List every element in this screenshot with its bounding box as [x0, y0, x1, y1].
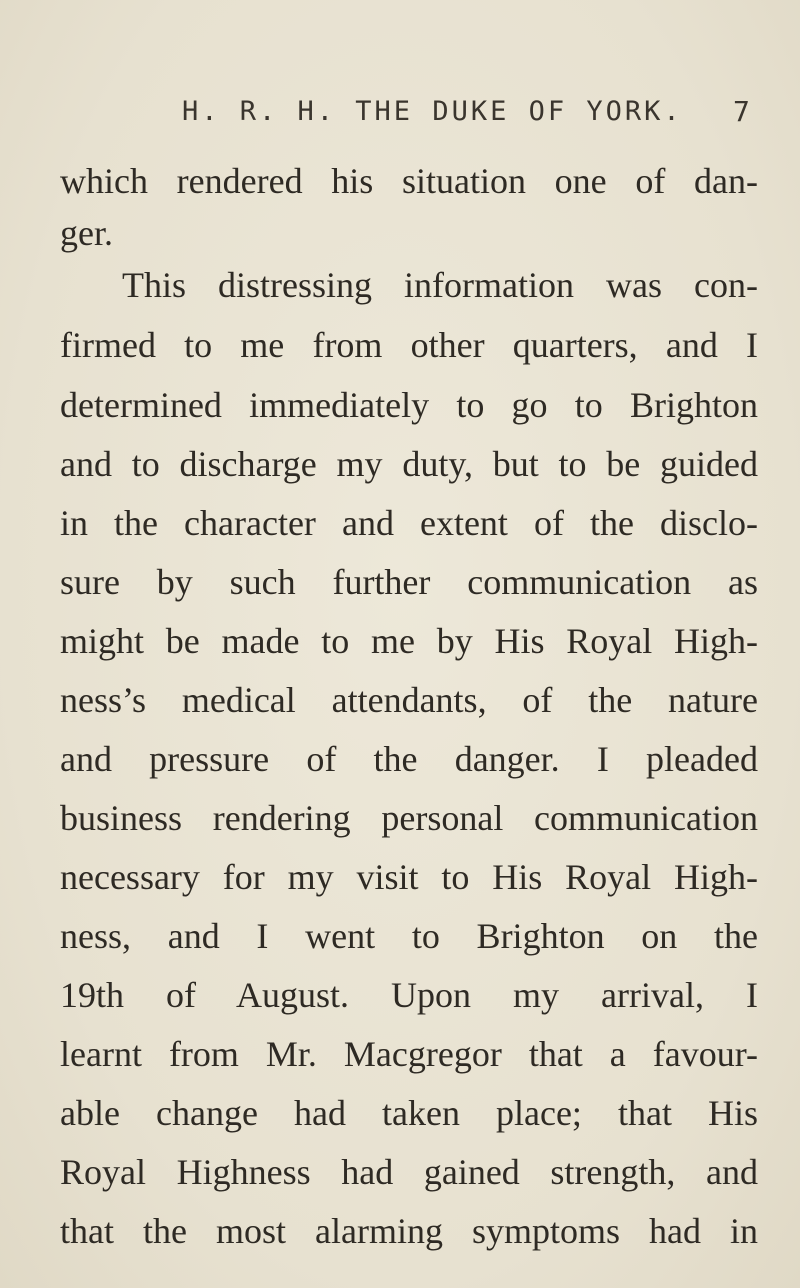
text-line: able change had taken place; that His [60, 1093, 758, 1133]
text-line: Royal Highness had gained strength, and [60, 1152, 758, 1192]
text-line: which rendered his situation one of dan- [60, 161, 758, 201]
text-line: might be made to me by His Royal High- [60, 621, 758, 661]
text-line: ness’s medical attendants, of the nature [60, 680, 758, 720]
text-line: and to discharge my duty, but to be guided [60, 444, 758, 484]
text-line: that the most alarming symptoms had in [60, 1211, 758, 1251]
text-line: firmed to me from other quarters, and I [60, 325, 758, 365]
page-number: 7 [733, 95, 750, 128]
text-line: ger. [60, 213, 113, 253]
text-line: ness, and I went to Brighton on the [60, 916, 758, 956]
text-line: This distressing information was con- [122, 265, 758, 305]
text-line: business rendering personal communication [60, 798, 758, 838]
text-line: in the character and extent of the disclo- [60, 503, 758, 543]
text-line: determined immediately to go to Brighton [60, 385, 758, 425]
text-line: necessary for my visit to His Royal High- [60, 857, 758, 897]
text-line: 19th of August. Upon my arrival, I [60, 975, 758, 1015]
text-line: and pressure of the danger. I pleaded [60, 739, 758, 779]
text-line: sure by such further communication as [60, 562, 758, 602]
text-line: learnt from Mr. Macgregor that a favour- [60, 1034, 758, 1074]
running-title: H. R. H. THE DUKE OF YORK. [182, 96, 683, 127]
